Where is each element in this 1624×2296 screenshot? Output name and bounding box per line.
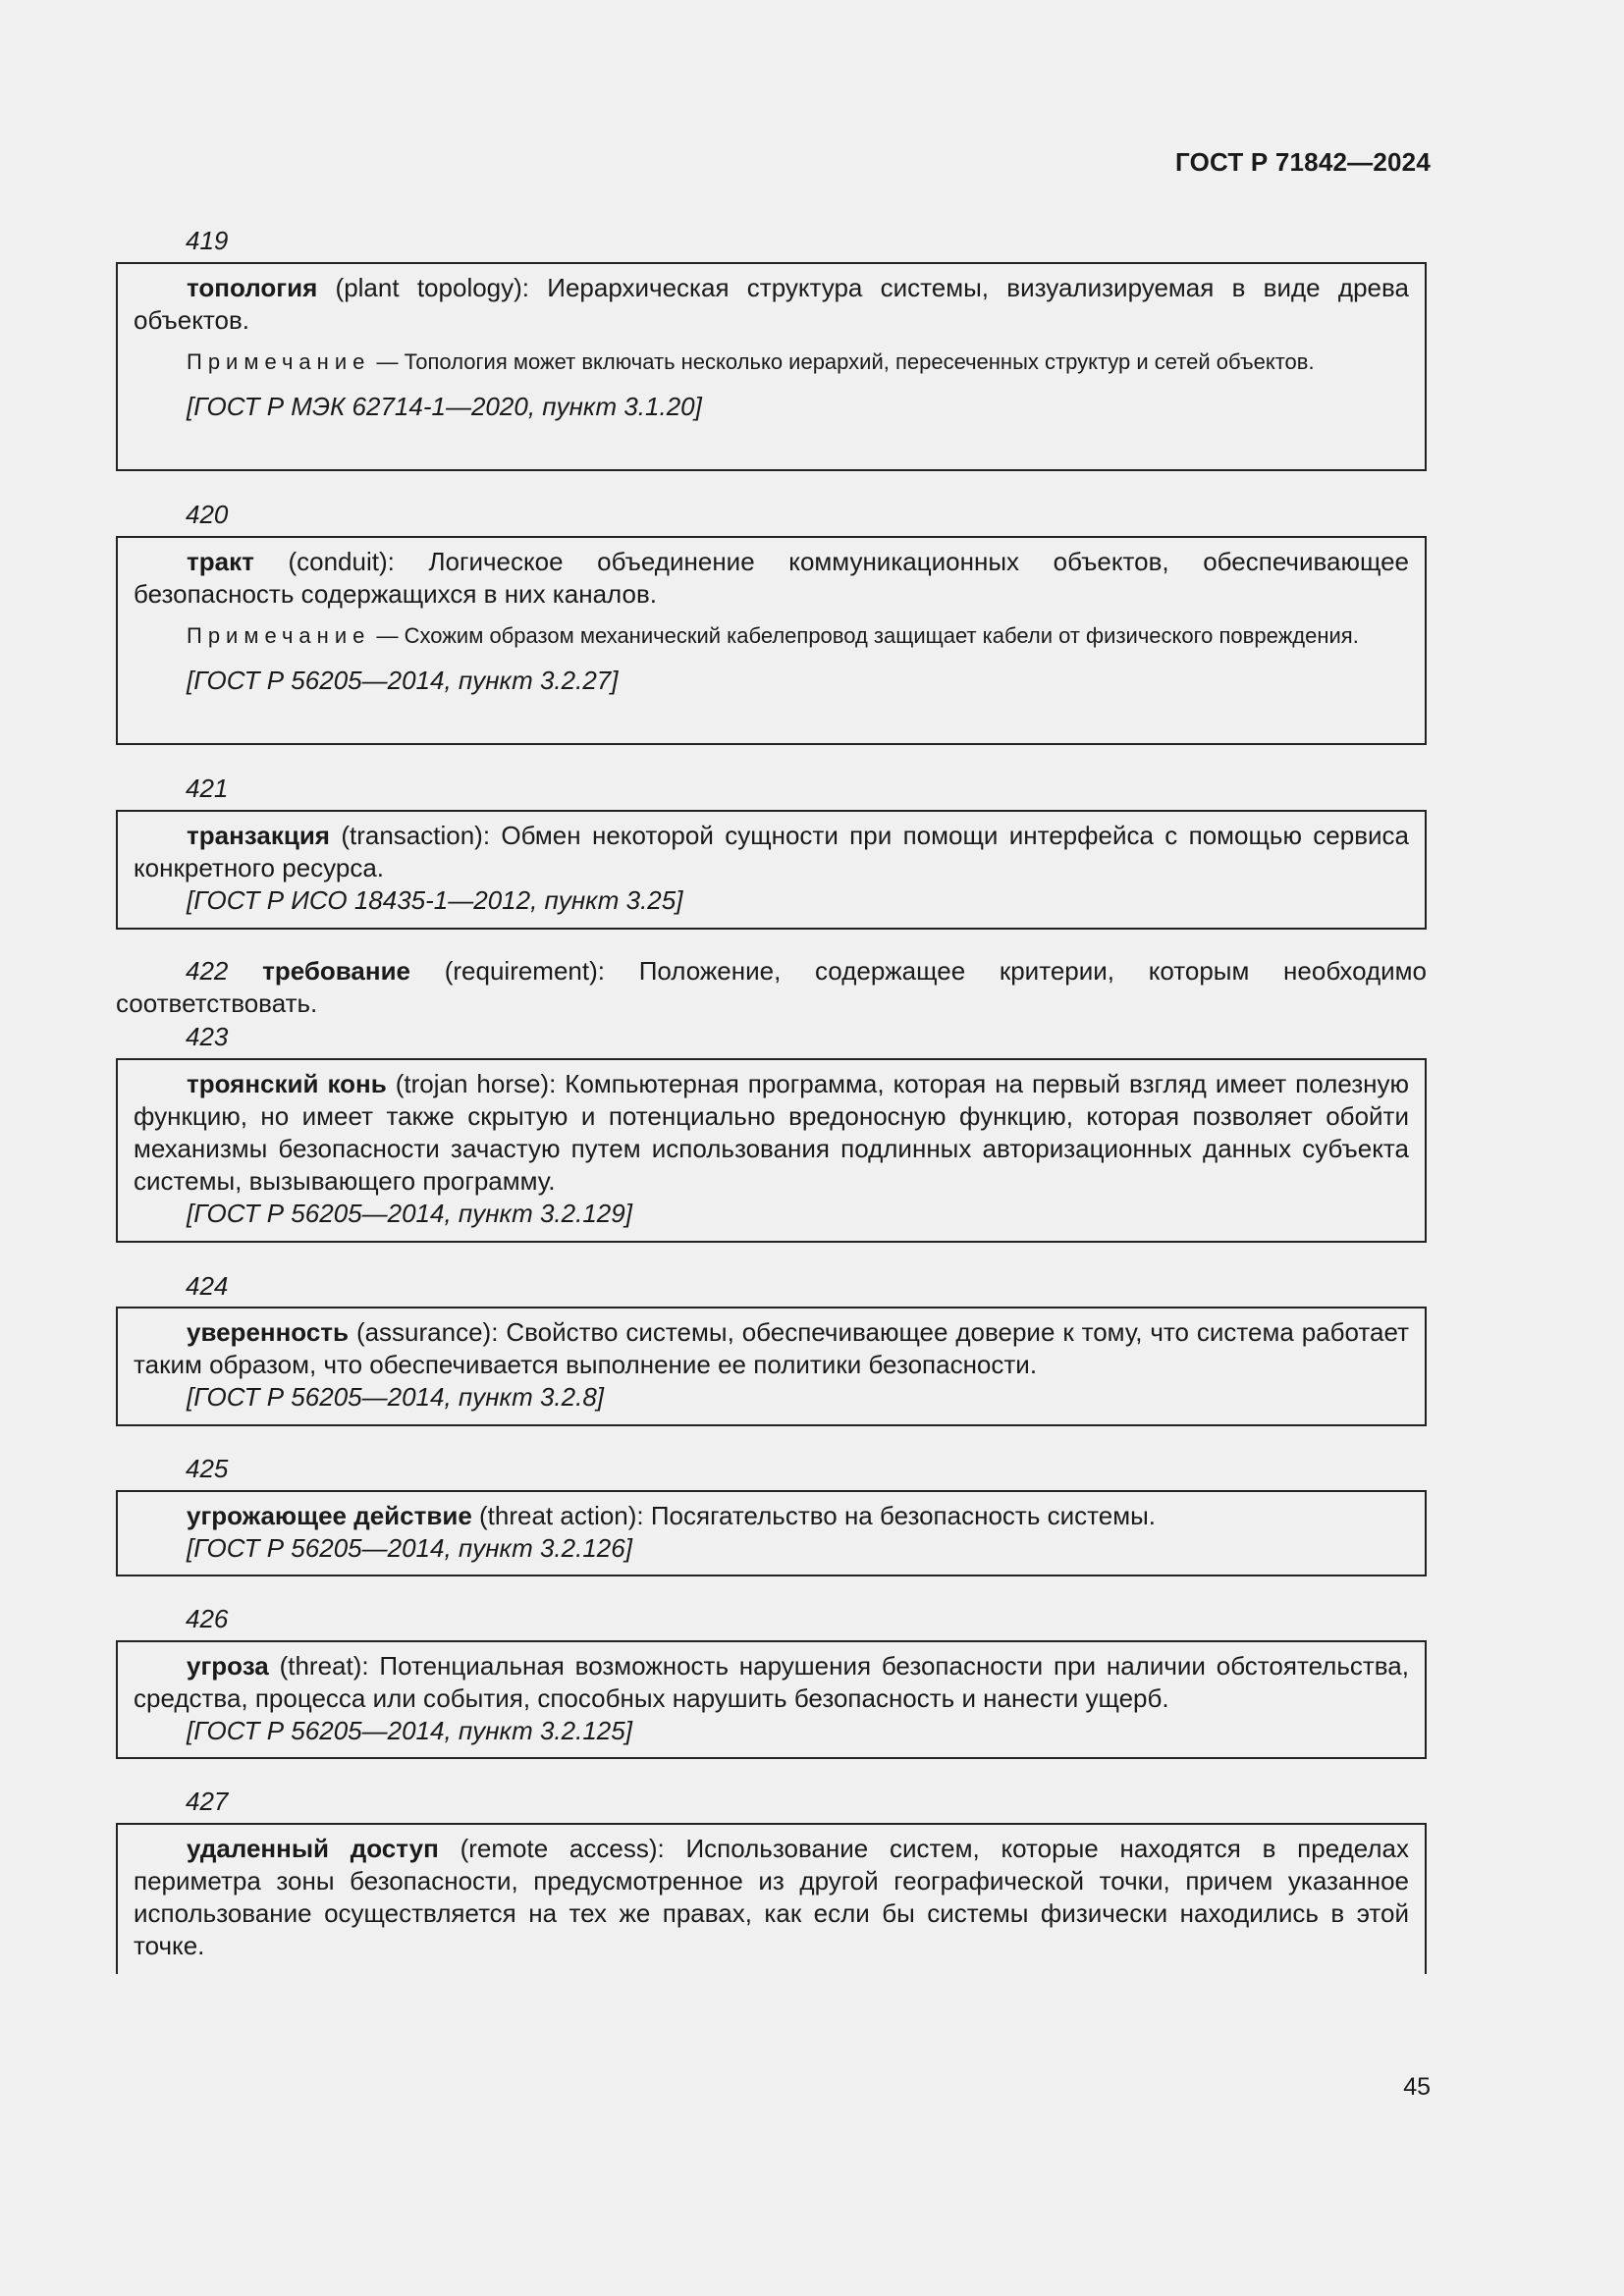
- term-english: (threat): [279, 1651, 362, 1681]
- term-english: (conduit): [288, 547, 388, 576]
- source-reference: [ГОСТ Р 56205—2014, пункт 3.2.129]: [187, 1199, 632, 1228]
- source-reference: [ГОСТ Р 56205—2014, пункт 3.2.125]: [187, 1716, 632, 1745]
- page-number: 45: [1403, 2073, 1431, 2101]
- definition-unboxed: [116, 955, 1427, 1020]
- entry-number: 420: [186, 500, 229, 529]
- term-english: (trojan horse): [395, 1069, 550, 1098]
- entry-number: 419: [186, 226, 229, 255]
- definition-text: : Потенциальная возможность нарушения безопасности при наличии обстоятельства, средства, процесса или события, способных нарушить безопасность и нанести ущерб.: [134, 1651, 1409, 1713]
- term-english: (assurance): [355, 1317, 492, 1347]
- entry-number: 424: [186, 1271, 229, 1301]
- term-box: [116, 1490, 1427, 1576]
- definition: [134, 1650, 1409, 1715]
- term-box: [116, 1307, 1427, 1426]
- entry-number: 425: [186, 1454, 229, 1483]
- definition-text: : Логическое объединение коммуникационных объектов, обеспечивающее безопасность содержащихся в них каналов.: [134, 547, 1409, 609]
- term-english: (remote access): [460, 1834, 658, 1863]
- definition-text: : Положение, содержащее критерии, которым необходимо соответствовать.: [116, 956, 1427, 1018]
- term-english: (plant topology): [335, 273, 522, 302]
- note-text: — Схожим образом механический кабелепровод защищает кабели от физического повреждения.: [370, 623, 1359, 648]
- definition-text: : Иерархическая структура системы, визуализируемая в виде древа объектов.: [134, 273, 1409, 335]
- note: [134, 620, 1409, 651]
- term-box: [116, 536, 1427, 745]
- source-reference: [ГОСТ Р 56205—2014, пункт 3.2.8]: [187, 1382, 605, 1412]
- source-reference: [ГОСТ Р ИСО 18435-1—2012, пункт 3.25]: [187, 885, 683, 915]
- term: уверенность: [187, 1317, 350, 1347]
- definition: [134, 272, 1409, 337]
- definition: [134, 820, 1409, 884]
- term-box: [116, 1640, 1427, 1759]
- term-box: [116, 810, 1427, 930]
- term: требование: [262, 956, 411, 986]
- term: угрожающее действие: [187, 1501, 472, 1530]
- source-reference: [ГОСТ Р 56205—2014, пункт 3.2.27]: [187, 666, 619, 695]
- note-text: — Топология может включать несколько иерархий, пересеченных структур и сетей объектов.: [370, 349, 1315, 374]
- entry-number: 421: [186, 774, 229, 803]
- term: топология: [187, 273, 318, 302]
- term: троянский конь: [187, 1069, 387, 1098]
- note-label: Примечание: [187, 349, 371, 374]
- term-english: (transaction): [341, 821, 483, 850]
- definition-text: : Использование систем, которые находятся в пределах периметра зоны безопасности, предусмотренное из другой географической точки, причем указанное использование осуществляется на тех же правах, как если бы системы физически находились в этой точке.: [134, 1834, 1409, 1960]
- entry-number: 427: [186, 1787, 229, 1816]
- definition: [134, 1500, 1409, 1532]
- note-label: Примечание: [187, 623, 371, 648]
- entry-number: 423: [186, 1022, 229, 1051]
- term-box: [116, 1058, 1427, 1243]
- definition: [134, 1068, 1409, 1198]
- term-english: (requirement): [444, 956, 598, 986]
- term-box: [116, 262, 1427, 471]
- term-box: [116, 1823, 1427, 1974]
- entry-number: 422: [186, 956, 229, 986]
- definition-text: : Обмен некоторой сущности при помощи интерфейса с помощью сервиса конкретного ресурса.: [134, 821, 1409, 882]
- term: тракт: [187, 547, 254, 576]
- source-reference: [ГОСТ Р МЭК 62714-1—2020, пункт 3.1.20]: [187, 392, 702, 421]
- definition-text: : Свойство системы, обеспечивающее доверие к тому, что система работает таким образом, что обеспечивается выполнение ее политики безопасности.: [134, 1317, 1409, 1379]
- definition: [134, 546, 1409, 611]
- note: [134, 347, 1409, 377]
- definition-text: : Посягательство на безопасность системы.: [636, 1501, 1156, 1530]
- definition-text: : Компьютерная программа, которая на первый взгляд имеет полезную функцию, но имеет также скрытую и потенциально вредоносную функцию, которая позволяет обойти механизмы безопасности зачастую путем использования подлинных авторизационных данных субъекта системы, вызывающего программу.: [134, 1069, 1409, 1196]
- entry-number: 426: [186, 1604, 229, 1633]
- term: удаленный доступ: [187, 1834, 439, 1863]
- definition: [134, 1316, 1409, 1381]
- term: транзакция: [187, 821, 330, 850]
- term-english: (threat action): [479, 1501, 637, 1530]
- document-header: ГОСТ Р 71842—2024: [1175, 147, 1431, 177]
- definition: [134, 1833, 1409, 1962]
- source-reference: [ГОСТ Р 56205—2014, пункт 3.2.126]: [187, 1533, 632, 1563]
- term: угроза: [187, 1651, 269, 1681]
